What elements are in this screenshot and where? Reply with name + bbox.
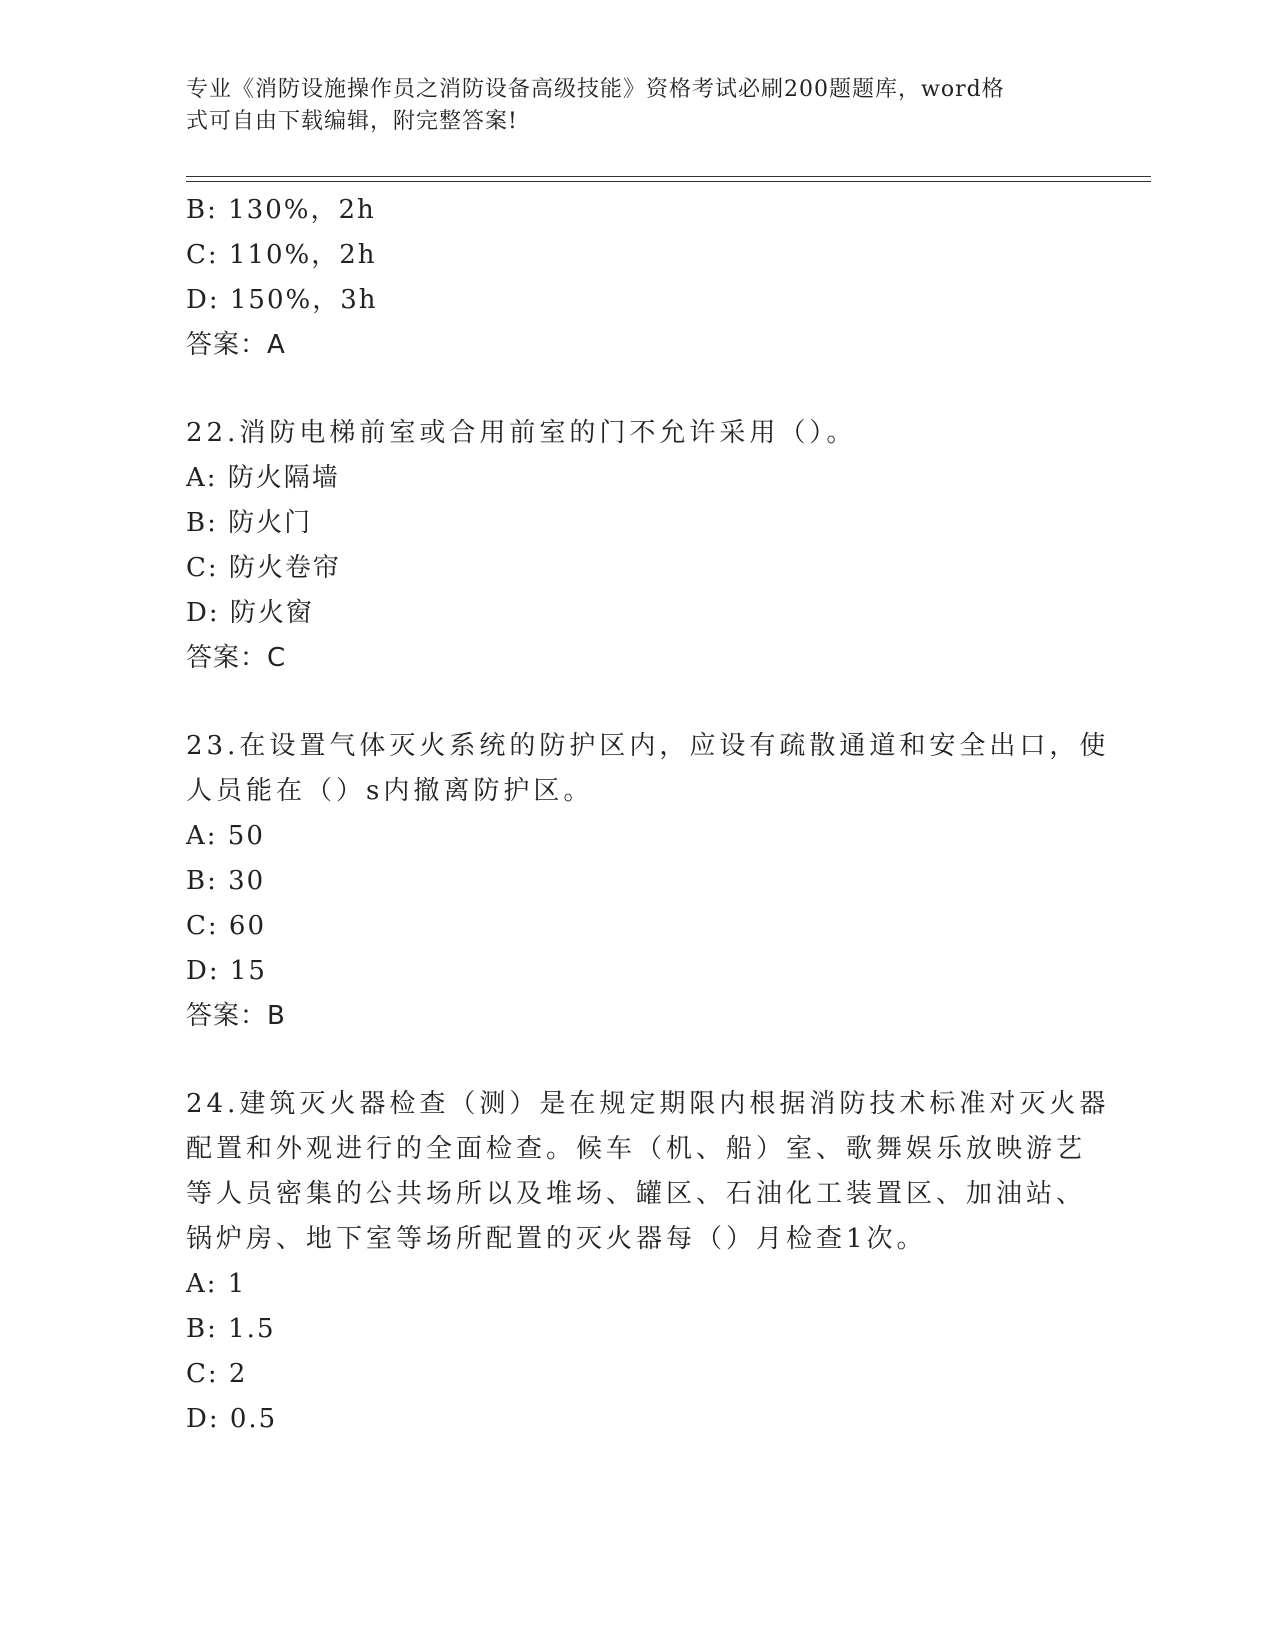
q21-option-c: C: 110%，2h [186, 240, 377, 270]
q23-stem-line-2: 人员能在（）s内撤离防护区。 [186, 776, 594, 806]
q23-option-c: C: 60 [186, 911, 267, 941]
q23-option-b: B: 30 [186, 866, 266, 896]
header-line-1: 专业《消防设施操作员之消防设备高级技能》资格考试必刷200题题库，word格 [186, 77, 1005, 102]
q22-option-b: B: 防火门 [186, 508, 313, 538]
q23-answer: 答案：B [186, 1001, 286, 1031]
q22-stem: 22.消防电梯前室或合用前室的门不允许采用（）。 [186, 418, 857, 448]
header-divider-top [186, 176, 1151, 177]
q24-stem-line-1: 24.建筑灭火器检查（测）是在规定期限内根据消防技术标准对灭火器 [186, 1089, 1110, 1119]
q24-option-a: A: 1 [186, 1269, 247, 1299]
q22-option-a: A: 防火隔墙 [186, 463, 340, 493]
q23-option-a: A: 50 [186, 821, 265, 851]
q22-answer: 答案：C [186, 643, 287, 673]
q23-option-d: D: 15 [186, 956, 267, 986]
q21-option-d: D: 150%，3h [186, 285, 378, 315]
header-line-2: 式可自由下载编辑，附完整答案! [186, 109, 518, 134]
q24-option-d: D: 0.5 [186, 1404, 278, 1434]
q23-stem-line-1: 23.在设置气体灭火系统的防护区内，应设有疏散通道和安全出口，使 [186, 731, 1110, 761]
q21-answer: 答案：A [186, 330, 286, 360]
q24-option-c: C: 2 [186, 1359, 248, 1389]
q21-option-b: B: 130%，2h [186, 195, 376, 225]
document-header [186, 74, 1066, 138]
q24-stem-line-3: 等人员密集的公共场所以及堆场、罐区、石油化工装置区、加油站、 [186, 1179, 1087, 1209]
q24-stem-line-2: 配置和外观进行的全面检查。候车（机、船）室、歌舞娱乐放映游艺 [186, 1134, 1087, 1164]
q24-stem-line-4: 锅炉房、地下室等场所配置的灭火器每（）月检查1次。 [186, 1224, 927, 1254]
header-divider-bottom [186, 181, 1151, 182]
q22-option-c: C: 防火卷帘 [186, 553, 341, 583]
q24-option-b: B: 1.5 [186, 1314, 276, 1344]
q22-option-d: D: 防火窗 [186, 598, 314, 628]
